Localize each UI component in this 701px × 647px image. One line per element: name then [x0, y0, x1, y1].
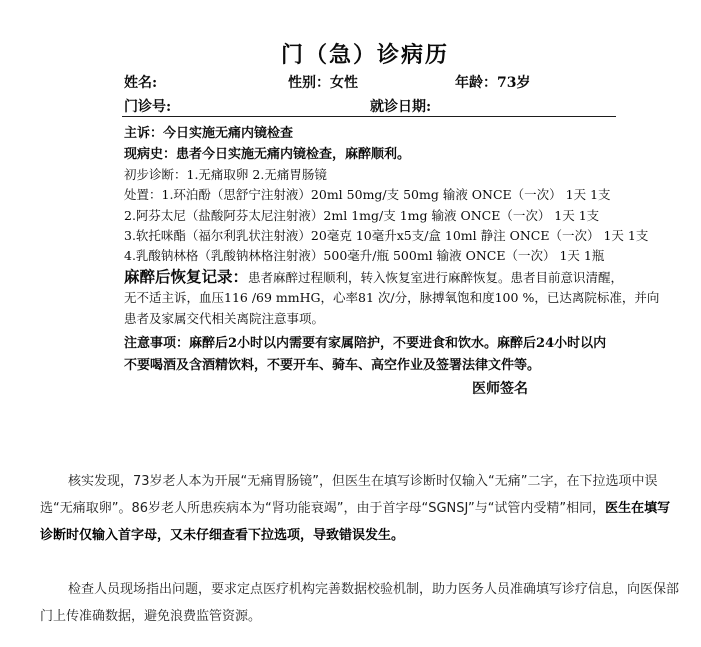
recovery-heading: 麻醉后恢复记录：	[124, 267, 249, 286]
record-title: 门（急）诊病历	[280, 42, 449, 68]
chief-complaint: 主诉：今日实施无痛内镜检查	[124, 126, 294, 141]
notice-line-2: 不要喝酒及含酒精饮料，不要开车、骑车、高空作业及签署法律文件等。	[124, 358, 541, 373]
disposal-item-2: 2.阿芬太尼（盐酸阿芬太尼注射液）2ml 1mg/支 1mg 输液 ONCE（一次） 1天 1支	[124, 208, 600, 223]
medical-record-scan	[110, 28, 660, 408]
recovery-text-1: 患者麻醉过程顺利，转入恢复室进行麻醉恢复。患者目前意识清醒，	[248, 270, 624, 285]
article-paragraph-1	[40, 468, 680, 549]
recovery-text-3: 患者及家属交代相关离院注意事项。	[124, 311, 325, 326]
present-history: 现病史：患者今日实施无痛内镜检查，麻醉顺利。	[124, 147, 411, 162]
visit-date-label: 就诊日期:	[370, 99, 432, 115]
preliminary-diagnosis: 初步诊断：1.无痛取卵 2.无痛胃肠镜	[124, 167, 327, 182]
article-p1-emphasis: 医生在填写诊断时仅输入首字母，又未仔细查看下拉选项，导致错误发生。	[40, 501, 671, 543]
header-divider	[122, 116, 616, 117]
disposal-item-1: 处置：1.环泊酚（思舒宁注射液）20ml 50mg/支 50mg 输液 ONCE（一次） 1天 1支	[124, 187, 611, 202]
name-label: 姓名:	[124, 75, 158, 91]
age-field: 年龄：73岁	[455, 75, 531, 91]
disposal-item-4: 4.乳酸钠林格（乳酸钠林格注射液）500毫升/瓶 500ml 输液 ONCE（一次） 1天 1瓶	[124, 248, 605, 263]
recovery-text-2: 无不适主诉，血压116 /69 mmHG，心率81 次/分，脉搏氧饱和度100 %，已达离院标准，并向	[124, 290, 660, 305]
recovery-record-line-1	[124, 265, 623, 287]
doctor-signature-label: 医师签名	[472, 381, 528, 397]
gender-field: 性别：女性	[288, 75, 358, 91]
article-p1-text: 核实发现，73岁老人本为开展“无痛胃肠镜”，但医生在填写诊断时仅输入“无痛”二字，在下拉选项中误选“无痛取卵”。86岁老人所患疾病本为“肾功能衰竭”，由于首字母“SGNSJ”与“试管内受精”相同，	[40, 474, 658, 516]
clinic-number-label: 门诊号:	[124, 99, 172, 115]
article-paragraph-2: 检查人员现场指出问题，要求定点医疗机构完善数据校验机制，助力医务人员准确填写诊疗信息，向医保部门上传准确数据，避免浪费监管资源。	[40, 582, 680, 624]
notice-line-1: 注意事项：麻醉后2小时以内需要有家属陪护，不要进食和饮水。麻醉后24小时以内	[124, 336, 607, 351]
disposal-item-3: 3.软托咪酯（福尔利乳状注射液）20毫克 10毫升x5支/盒 10ml 静注 ONCE（一次） 1天 1支	[124, 228, 649, 243]
